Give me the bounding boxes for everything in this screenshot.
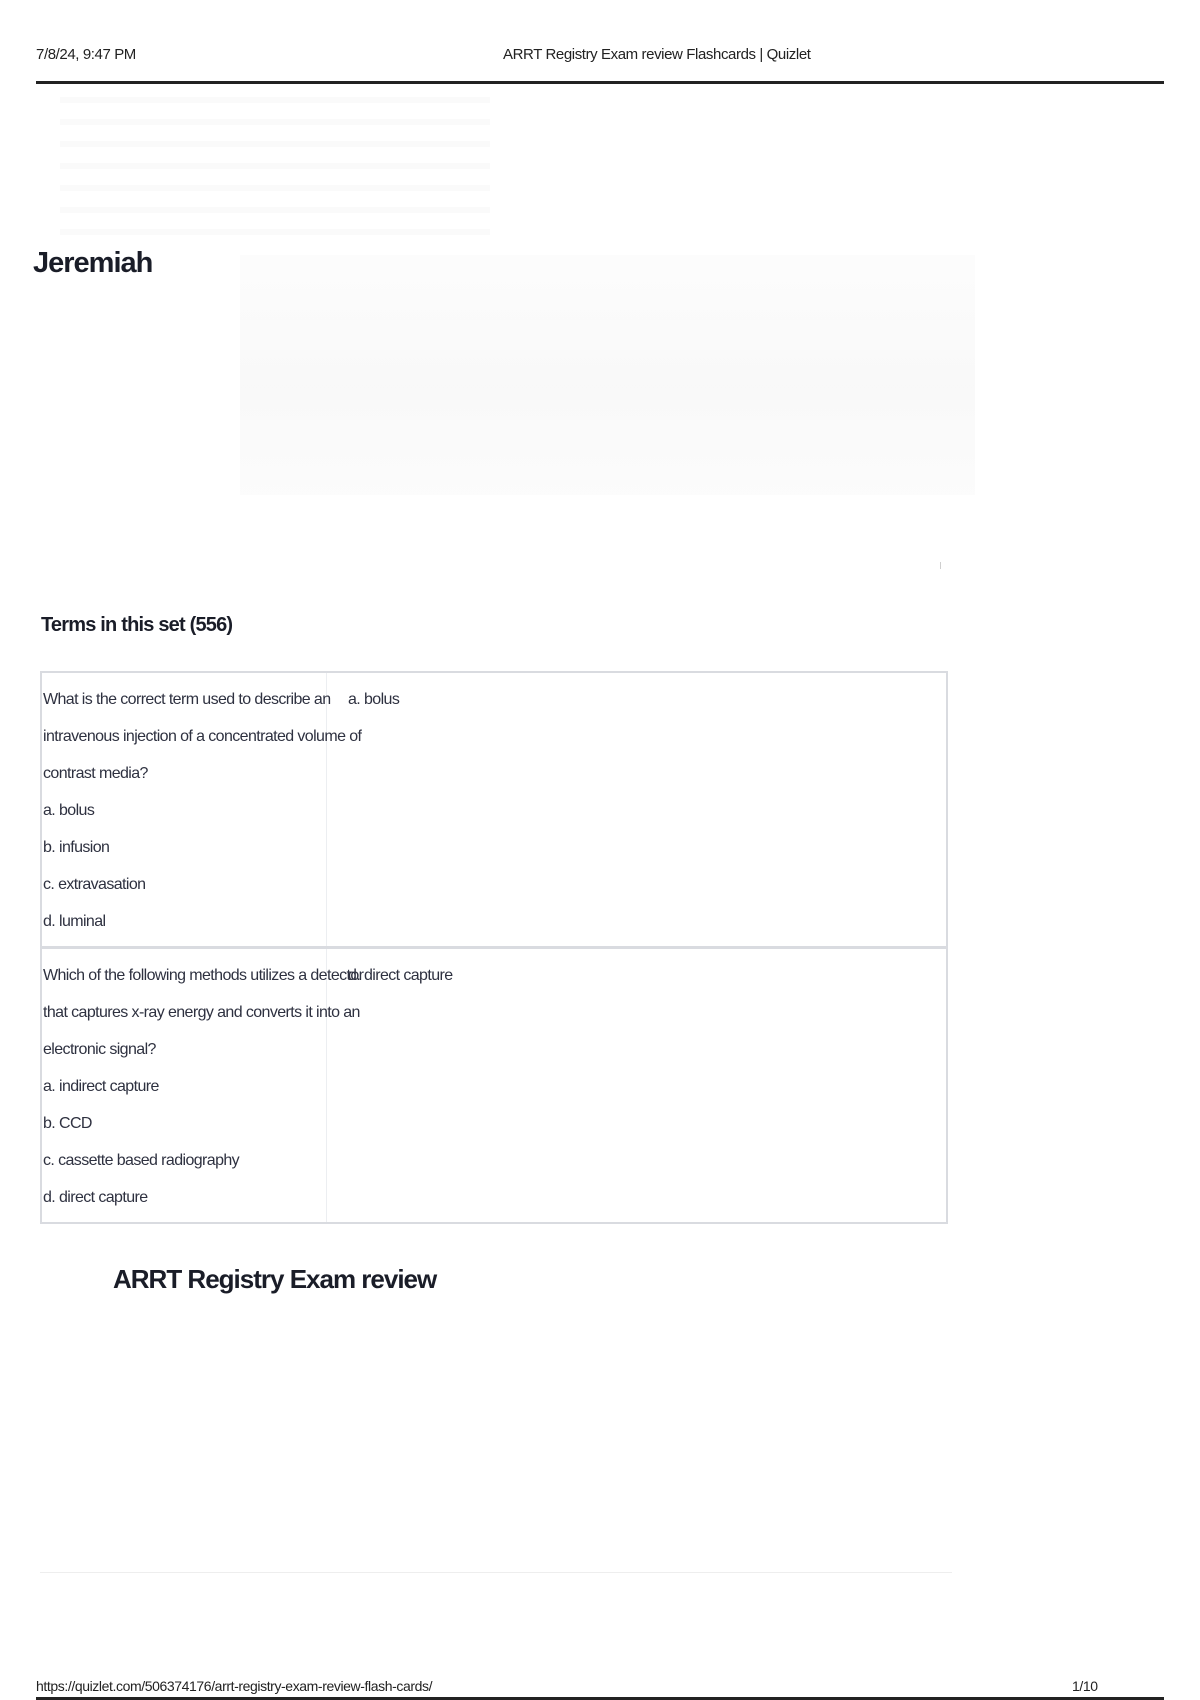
scan-artifact <box>940 562 941 569</box>
question-text: contrast media? <box>43 765 148 782</box>
definition-text: d. direct capture <box>348 967 453 984</box>
scan-artifact <box>60 95 490 235</box>
answer-option: b. infusion <box>43 839 110 856</box>
term-row <box>42 949 946 1222</box>
print-date: 7/8/24, 9:47 PM <box>36 46 136 63</box>
set-title[interactable]: ARRT Registry Exam review <box>113 1264 437 1294</box>
question-text: that captures x-ray energy and converts it into an <box>43 1004 360 1021</box>
term-question-cell <box>42 949 364 1222</box>
term-question-cell <box>42 673 362 946</box>
term-definition-cell <box>327 673 946 946</box>
definition-text: a. bolus <box>348 691 400 708</box>
divider <box>40 1572 952 1573</box>
question-text: electronic signal? <box>43 1041 156 1058</box>
answer-option: b. CCD <box>43 1115 92 1132</box>
terms-heading: Terms in this set (556) <box>41 614 233 636</box>
terms-table <box>40 671 948 1224</box>
answer-option: d. direct capture <box>43 1189 148 1206</box>
answer-option: a. indirect capture <box>43 1078 159 1095</box>
scan-artifact <box>240 255 975 495</box>
question-text: Which of the following methods utilizes a detector <box>43 967 364 984</box>
term-row <box>42 673 946 949</box>
answer-option: c. cassette based radiography <box>43 1152 240 1169</box>
print-page-number: 1/10 <box>1072 1678 1098 1694</box>
answer-option: c. extravasation <box>43 876 146 893</box>
print-page-title: ARRT Registry Exam review Flashcards | Quizlet <box>503 46 811 63</box>
print-url: https://quizlet.com/506374176/arrt-registry-exam-review-flash-cards/ <box>36 1678 433 1694</box>
answer-option: d. luminal <box>43 913 106 930</box>
question-text: What is the correct term used to describe an <box>43 691 331 708</box>
term-definition-cell <box>327 949 946 1222</box>
author-name[interactable]: Jeremiah <box>33 247 153 279</box>
question-text: intravenous injection of a concentrated volume of <box>43 728 362 745</box>
print-header <box>36 40 1164 84</box>
print-footer <box>36 1678 1164 1700</box>
answer-option: a. bolus <box>43 802 95 819</box>
